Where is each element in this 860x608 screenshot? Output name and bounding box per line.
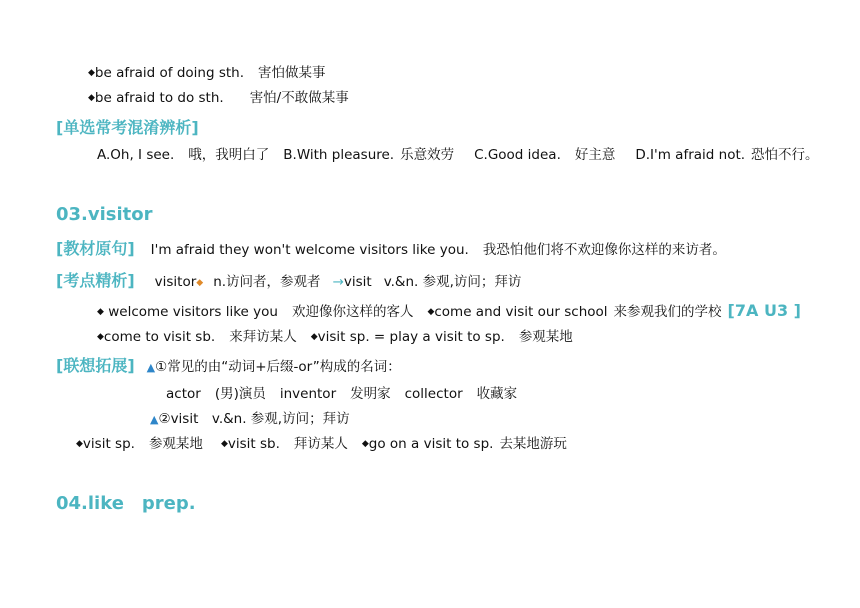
triangle-icon: ▲ [150,413,159,426]
word-def: n.访问者，参观者 [213,274,321,290]
diamond-bullet-icon: ◆ [427,307,435,317]
phrase-en: be afraid of doing sth. [94,65,245,81]
extension-line-1 [56,355,401,379]
related-word: visit [343,274,372,290]
noun-zh: 收藏家 [476,386,518,402]
ext-item-zh: 去某地游玩 [499,436,567,452]
analysis-line [56,270,521,295]
ext-item-en: go on a visit to sp. [368,436,494,452]
option-c-en: C.Good idea. [474,147,561,163]
diamond-bullet-icon: ◆ [220,439,228,449]
triangle-icon: ▲ [146,361,156,374]
option-d-zh: 恐怕不行。 [751,147,819,163]
source-sentence-line [56,238,726,261]
diamond-bullet-icon: ◆ [97,307,104,317]
examples-line-2 [97,328,573,348]
word: visitor [154,274,197,290]
confusion-tag: [单选常考混淆辨析] [56,118,199,137]
extension-tag: [联想拓展] [56,356,135,375]
unit-tag: [7A U3 ] [727,301,801,320]
diamond-bullet-icon: ◆ [76,439,83,449]
orange-dot-icon: ◆ [196,278,204,288]
option-c-zh: 好主意 [574,147,616,163]
example-en: visit sp. = play a visit to sp. [317,329,505,345]
example-zh: 来参观我们的学校 [613,304,722,320]
option-d-en: D.I'm afraid not. [635,147,746,163]
example-zh: 参观某地 [518,329,573,345]
source-tag: [教材原句] [56,239,135,258]
options-line [97,146,819,164]
analysis-tag: [考点精析] [56,271,135,290]
example-zh: 来拜访某人 [229,329,297,345]
option-a-en: A.Oh, I see. [97,147,175,163]
noun-en: actor [166,386,201,402]
ext-item-zh: 拜访某人 [293,436,348,452]
diamond-bullet-icon: ◆ [88,68,95,78]
noun-zh: 发明家 [350,386,391,402]
related-def: v.&n. 参观,访问；拜访 [383,274,522,290]
example-zh: 欢迎像你这样的客人 [291,304,414,320]
extension-items-line [76,435,567,455]
noun-zh: (男)演员 [214,386,266,402]
arrow-right-icon: → [332,274,344,290]
nouns-line [166,385,517,403]
section-heading-visitor: 03.visitor [56,204,153,225]
diamond-bullet-icon: ◆ [310,332,318,342]
extension-title-2: ②visit v.&n. 参观,访问；拜访 [158,411,350,427]
phrase-line-2 [88,89,349,109]
ext-item-en: visit sp. [82,436,135,452]
phrase-zh: 害怕做某事 [258,65,326,81]
extension-line-2 [150,410,350,429]
diamond-bullet-icon: ◆ [361,439,369,449]
phrase-en: be afraid to do sth. [94,90,224,106]
phrase-line-1 [88,64,326,84]
source-zh: 我恐怕他们将不欢迎像你这样的来访者。 [482,242,726,258]
example-en: welcome visitors like you [108,304,278,320]
option-a-zh: 哦，我明白了 [188,147,270,163]
option-b-en: B.With pleasure. [283,147,395,163]
ext-item-zh: 参观某地 [148,436,203,452]
example-en: come and visit our school [434,304,608,320]
section-heading-like: 04.like prep. [56,493,196,514]
option-b-zh: 乐意效劳 [400,147,455,163]
examples-line-1 [97,301,801,324]
diamond-bullet-icon: ◆ [97,332,104,342]
extension-title-1: ①常见的由“动词+后缀-or”构成的名词： [155,359,401,375]
example-en: come to visit sb. [103,329,216,345]
noun-en: inventor [279,386,337,402]
phrase-zh: 害怕/不敢做某事 [249,90,349,106]
ext-item-en: visit sb. [227,436,280,452]
diamond-bullet-icon: ◆ [88,93,95,103]
noun-en: collector [404,386,463,402]
source-en: I'm afraid they won't welcome visitors like you. [150,242,469,258]
